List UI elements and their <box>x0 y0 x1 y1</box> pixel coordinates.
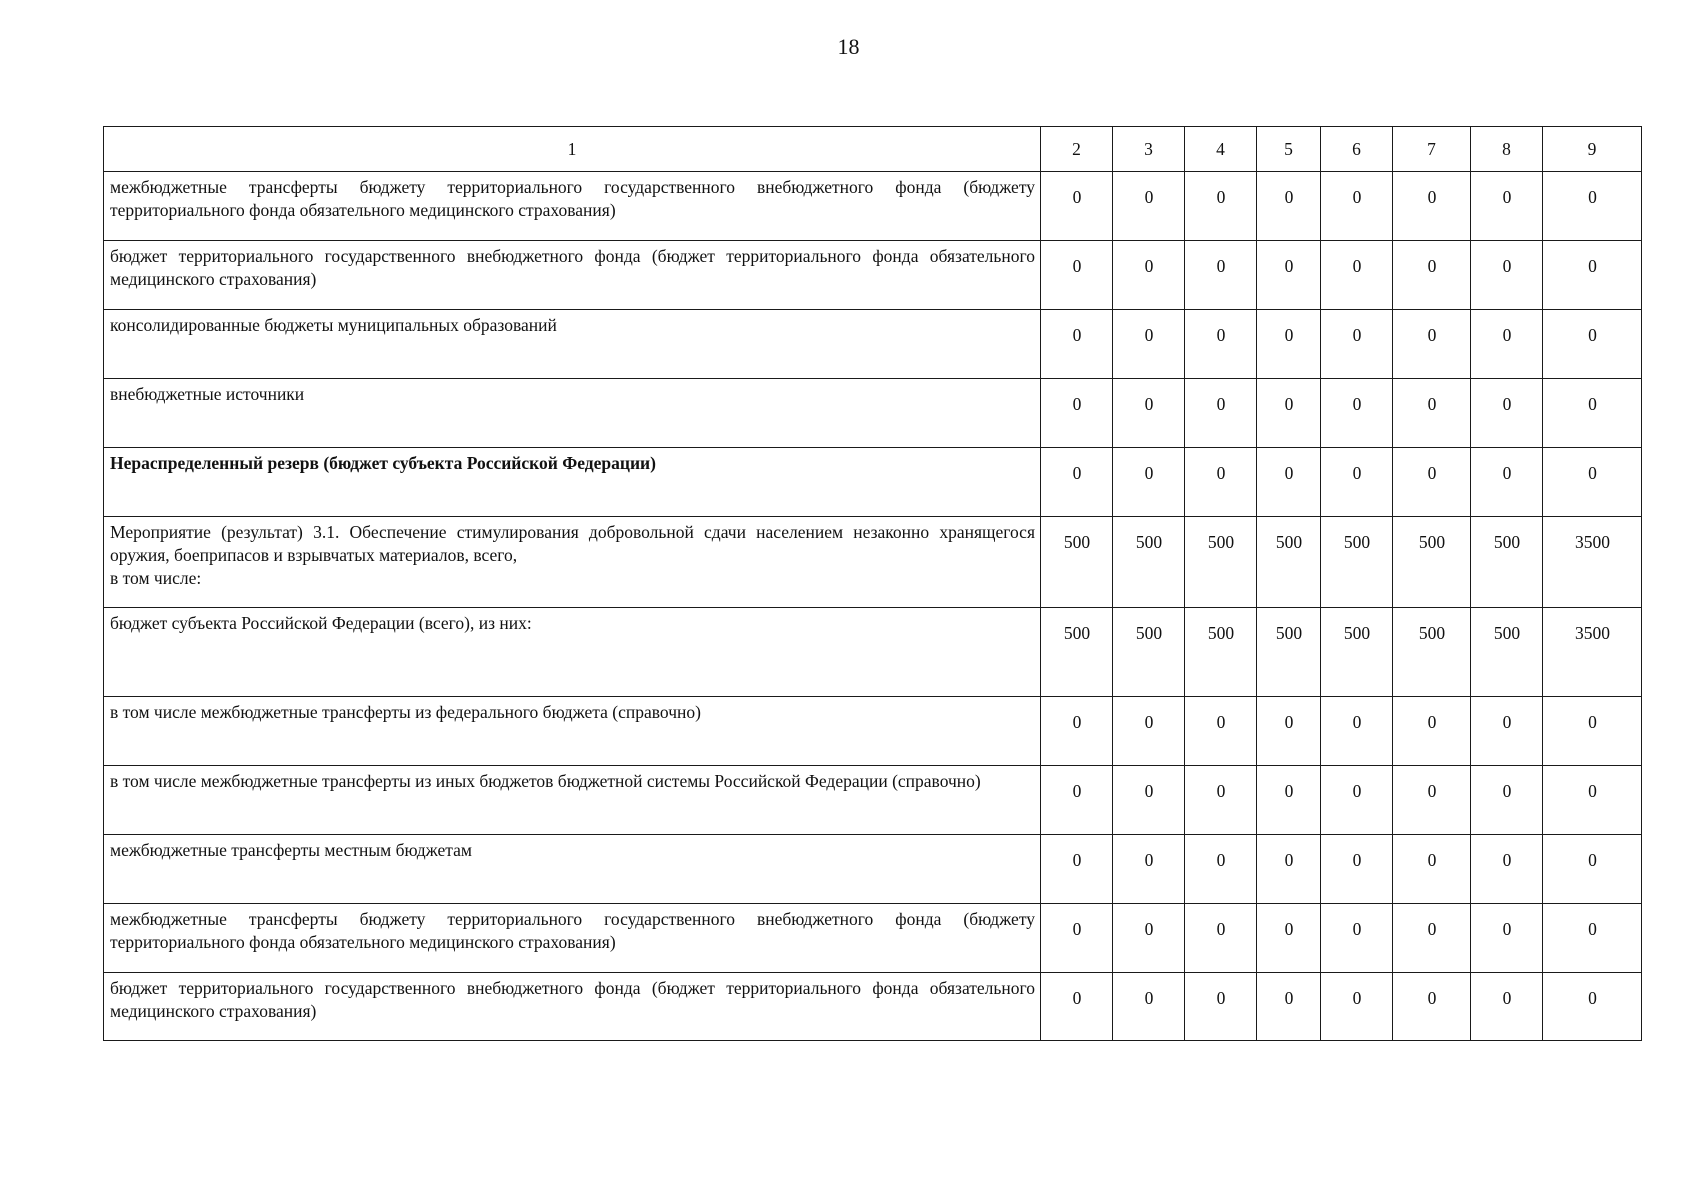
table-cell: 0 <box>1257 697 1321 766</box>
table-cell: 0 <box>1041 379 1113 448</box>
table-cell: 0 <box>1257 766 1321 835</box>
table-row <box>104 904 1642 973</box>
table-cell: 0 <box>1185 379 1257 448</box>
table-cell: 500 <box>1257 517 1321 608</box>
table-cell: 0 <box>1041 904 1113 973</box>
table-row <box>104 835 1642 904</box>
table-cell: 0 <box>1041 241 1113 310</box>
table-cell: 0 <box>1471 241 1543 310</box>
table-cell: 0 <box>1185 697 1257 766</box>
table-cell: 0 <box>1113 835 1185 904</box>
table-cell: 0 <box>1471 172 1543 241</box>
table-cell: 0 <box>1393 310 1471 379</box>
table-cell: 0 <box>1543 835 1642 904</box>
table-cell: 0 <box>1393 172 1471 241</box>
table-cell: 0 <box>1543 448 1642 517</box>
row-label <box>104 517 1041 608</box>
table-cell: 0 <box>1321 697 1393 766</box>
table-cell: 0 <box>1113 241 1185 310</box>
table-cell: 0 <box>1113 172 1185 241</box>
row-label: внебюджетные источники <box>104 379 1041 448</box>
row-label: в том числе межбюджетные трансферты из федерального бюджета (справочно) <box>104 697 1041 766</box>
table-cell: 0 <box>1321 904 1393 973</box>
table-cell: 0 <box>1393 973 1471 1041</box>
row-label: межбюджетные трансферты местным бюджетам <box>104 835 1041 904</box>
table-cell: 3500 <box>1543 517 1642 608</box>
table-cell: 500 <box>1113 608 1185 697</box>
table-cell: 0 <box>1185 766 1257 835</box>
table-cell: 0 <box>1041 448 1113 517</box>
table-cell: 500 <box>1471 517 1543 608</box>
table-row <box>104 241 1642 310</box>
table-cell: 0 <box>1041 172 1113 241</box>
row-label: бюджет субъекта Российской Федерации (всего), из них: <box>104 608 1041 697</box>
column-header: 5 <box>1257 127 1321 172</box>
table-row <box>104 310 1642 379</box>
table-cell: 0 <box>1471 835 1543 904</box>
column-header: 7 <box>1393 127 1471 172</box>
table-row <box>104 766 1642 835</box>
table-cell: 0 <box>1471 379 1543 448</box>
column-header: 4 <box>1185 127 1257 172</box>
row-label-text: Мероприятие (результат) 3.1. Обеспечение стимулирования добровольной сдачи населением незаконно хранящегося оружия, боеприпасов и взрывчатых материалов, всего, <box>110 522 1035 565</box>
table-cell: 0 <box>1185 835 1257 904</box>
row-label: Нераспределенный резерв (бюджет субъекта Российской Федерации) <box>104 448 1041 517</box>
table-cell: 0 <box>1257 172 1321 241</box>
row-label: межбюджетные трансферты бюджету территориального государственного внебюджетного фонда (бюджету территориального фонда обязательного медицинского страхования) <box>104 904 1041 973</box>
row-label: консолидированные бюджеты муниципальных образований <box>104 310 1041 379</box>
table-cell: 0 <box>1257 904 1321 973</box>
budget-table <box>103 126 1642 1041</box>
table-cell: 0 <box>1393 379 1471 448</box>
table-cell: 0 <box>1321 448 1393 517</box>
table-cell: 500 <box>1471 608 1543 697</box>
table-cell: 0 <box>1471 448 1543 517</box>
table-cell: 0 <box>1543 766 1642 835</box>
column-header: 8 <box>1471 127 1543 172</box>
table-cell: 0 <box>1113 697 1185 766</box>
table-cell: 0 <box>1393 766 1471 835</box>
table-cell: 3500 <box>1543 608 1642 697</box>
table-row <box>104 172 1642 241</box>
table-cell: 0 <box>1471 310 1543 379</box>
table-cell: 0 <box>1257 241 1321 310</box>
table-cell: 0 <box>1321 379 1393 448</box>
table-cell: 0 <box>1185 973 1257 1041</box>
table-cell: 0 <box>1543 697 1642 766</box>
column-header: 6 <box>1321 127 1393 172</box>
table-cell: 500 <box>1393 608 1471 697</box>
table-cell: 0 <box>1321 172 1393 241</box>
table-cell: 0 <box>1543 310 1642 379</box>
table-cell: 0 <box>1257 835 1321 904</box>
table-cell: 0 <box>1257 379 1321 448</box>
table-cell: 0 <box>1041 835 1113 904</box>
column-header: 1 <box>104 127 1041 172</box>
table-cell: 0 <box>1543 241 1642 310</box>
table-cell: 500 <box>1041 608 1113 697</box>
table-cell: 0 <box>1321 973 1393 1041</box>
table-cell: 500 <box>1113 517 1185 608</box>
table-row <box>104 379 1642 448</box>
table-cell: 0 <box>1113 766 1185 835</box>
table-row <box>104 608 1642 697</box>
table-cell: 0 <box>1471 904 1543 973</box>
table-cell: 500 <box>1257 608 1321 697</box>
table-cell: 500 <box>1185 608 1257 697</box>
table-cell: 0 <box>1257 973 1321 1041</box>
table-cell: 0 <box>1041 697 1113 766</box>
table-header-row <box>104 127 1642 172</box>
table-cell: 500 <box>1321 517 1393 608</box>
table-cell: 0 <box>1321 766 1393 835</box>
table-cell: 0 <box>1543 904 1642 973</box>
row-label: бюджет территориального государственного внебюджетного фонда (бюджет территориального фонда обязательного медицинского страхования) <box>104 241 1041 310</box>
table-cell: 0 <box>1041 973 1113 1041</box>
table-cell: 0 <box>1321 241 1393 310</box>
table-cell: 0 <box>1471 973 1543 1041</box>
table-row <box>104 973 1642 1041</box>
table-cell: 0 <box>1543 172 1642 241</box>
table-row <box>104 697 1642 766</box>
table-cell: 0 <box>1543 973 1642 1041</box>
table-cell: 500 <box>1393 517 1471 608</box>
table-cell: 0 <box>1041 310 1113 379</box>
row-label-extra: в том числе: <box>110 567 202 588</box>
table-cell: 0 <box>1471 766 1543 835</box>
table-cell: 0 <box>1321 310 1393 379</box>
table-cell: 0 <box>1185 172 1257 241</box>
table-cell: 0 <box>1321 835 1393 904</box>
row-label: в том числе межбюджетные трансферты из иных бюджетов бюджетной системы Российской Федерации (справочно) <box>104 766 1041 835</box>
row-label: межбюджетные трансферты бюджету территориального государственного внебюджетного фонда (бюджету территориального фонда обязательного медицинского страхования) <box>104 172 1041 241</box>
table-cell: 0 <box>1113 310 1185 379</box>
table-cell: 0 <box>1185 448 1257 517</box>
table-cell: 0 <box>1393 904 1471 973</box>
table-row <box>104 448 1642 517</box>
column-header: 3 <box>1113 127 1185 172</box>
table-cell: 0 <box>1041 766 1113 835</box>
table-cell: 0 <box>1257 310 1321 379</box>
page-number: 18 <box>837 34 860 59</box>
table-cell: 500 <box>1041 517 1113 608</box>
row-label: бюджет территориального государственного внебюджетного фонда (бюджет территориального фонда обязательного медицинского страхования) <box>104 973 1041 1041</box>
table-cell: 0 <box>1113 379 1185 448</box>
column-header: 9 <box>1543 127 1642 172</box>
table-cell: 0 <box>1393 697 1471 766</box>
table-cell: 0 <box>1393 448 1471 517</box>
table-cell: 0 <box>1185 241 1257 310</box>
table-cell: 0 <box>1393 241 1471 310</box>
table-cell: 0 <box>1113 973 1185 1041</box>
table-cell: 500 <box>1321 608 1393 697</box>
table-cell: 0 <box>1471 697 1543 766</box>
table-row <box>104 517 1642 608</box>
table-cell: 0 <box>1257 448 1321 517</box>
table-cell: 0 <box>1113 904 1185 973</box>
table-cell: 0 <box>1185 310 1257 379</box>
table-cell: 500 <box>1185 517 1257 608</box>
column-header: 2 <box>1041 127 1113 172</box>
table-cell: 0 <box>1543 379 1642 448</box>
table-cell: 0 <box>1113 448 1185 517</box>
table-cell: 0 <box>1185 904 1257 973</box>
table-cell: 0 <box>1393 835 1471 904</box>
